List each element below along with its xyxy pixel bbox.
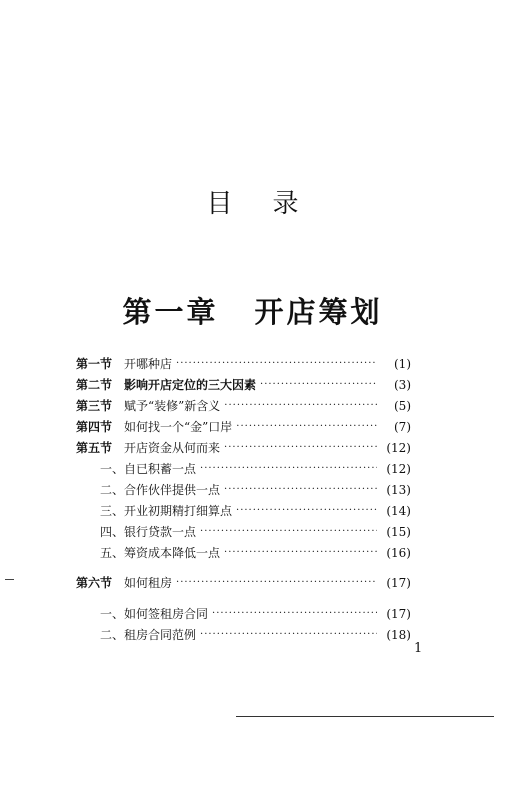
subsection-title: 三、开业初期精打细算点 bbox=[100, 504, 233, 518]
toc-subentry[interactable] bbox=[100, 523, 411, 541]
subsection-title: 五、筹资成本降低一点 bbox=[100, 546, 221, 560]
toc-subentry[interactable] bbox=[100, 605, 411, 623]
page-number: (16) bbox=[386, 546, 411, 560]
dot-leader bbox=[200, 523, 377, 541]
section-number: 第二节 bbox=[76, 378, 113, 392]
section-title: 如何找一个“金”口岸 bbox=[124, 420, 233, 434]
page-number: (18) bbox=[386, 628, 411, 642]
dot-leader bbox=[224, 544, 377, 562]
page-number: (1) bbox=[394, 357, 411, 371]
page-number: (7) bbox=[394, 420, 411, 434]
dot-leader bbox=[236, 502, 377, 520]
section-number: 第三节 bbox=[76, 399, 113, 413]
section-number: 第一节 bbox=[76, 357, 113, 371]
dot-leader bbox=[212, 605, 377, 623]
subsection-title: 二、合作伙伴提供一点 bbox=[100, 483, 221, 497]
section-number: 第四节 bbox=[76, 420, 113, 434]
toc-entry[interactable] bbox=[76, 376, 411, 394]
toc-subentry[interactable] bbox=[100, 502, 411, 520]
toc-entry[interactable] bbox=[76, 355, 411, 373]
dot-leader bbox=[224, 397, 377, 415]
subsection-title: 一、如何签租房合同 bbox=[100, 607, 209, 621]
page-number: (14) bbox=[386, 504, 411, 518]
margin-mark bbox=[5, 579, 14, 580]
toc-subentry[interactable] bbox=[100, 460, 411, 478]
chapter-title: 开店筹划 bbox=[254, 295, 383, 329]
page-title: 目录 bbox=[206, 189, 339, 219]
dot-leader bbox=[260, 376, 377, 394]
page-number: (17) bbox=[386, 576, 411, 590]
section-number: 第五节 bbox=[76, 441, 113, 455]
page-number: (5) bbox=[394, 399, 411, 413]
dot-leader bbox=[200, 460, 377, 478]
chapter-number: 第一章 bbox=[122, 295, 219, 329]
dot-leader bbox=[236, 418, 377, 436]
section-title: 影响开店定位的三大因素 bbox=[124, 378, 257, 392]
page-number: (17) bbox=[386, 607, 411, 621]
toc-subentry[interactable] bbox=[100, 544, 411, 562]
section-number: 第六节 bbox=[76, 576, 113, 590]
subsection-title: 一、自已积蓄一点 bbox=[100, 462, 197, 476]
page-number: (12) bbox=[386, 441, 411, 455]
section-title: 如何租房 bbox=[124, 576, 173, 590]
subsection-title: 二、租房合同范例 bbox=[100, 628, 197, 642]
toc-entry[interactable] bbox=[76, 574, 411, 592]
toc-subentry[interactable] bbox=[100, 481, 411, 499]
dot-leader bbox=[176, 355, 377, 373]
page-number: (15) bbox=[386, 525, 411, 539]
dot-leader bbox=[200, 626, 377, 644]
toc-entry[interactable] bbox=[76, 439, 411, 457]
section-title: 开哪种店 bbox=[124, 357, 173, 371]
page-number: (3) bbox=[394, 378, 411, 392]
dot-leader bbox=[224, 439, 377, 457]
section-title: 赋予“装修”新含义 bbox=[124, 399, 221, 413]
page-number: (13) bbox=[386, 483, 411, 497]
page-number: (12) bbox=[386, 462, 411, 476]
section-title: 开店资金从何而来 bbox=[124, 441, 221, 455]
dot-leader bbox=[176, 574, 377, 592]
toc-entry[interactable] bbox=[76, 397, 411, 415]
subsection-title: 四、银行贷款一点 bbox=[100, 525, 197, 539]
toc-entry[interactable] bbox=[76, 418, 411, 436]
toc-subentry[interactable] bbox=[100, 626, 411, 644]
dot-leader bbox=[224, 481, 377, 499]
bottom-rule bbox=[236, 716, 494, 717]
page-folio: 1 bbox=[414, 641, 423, 656]
